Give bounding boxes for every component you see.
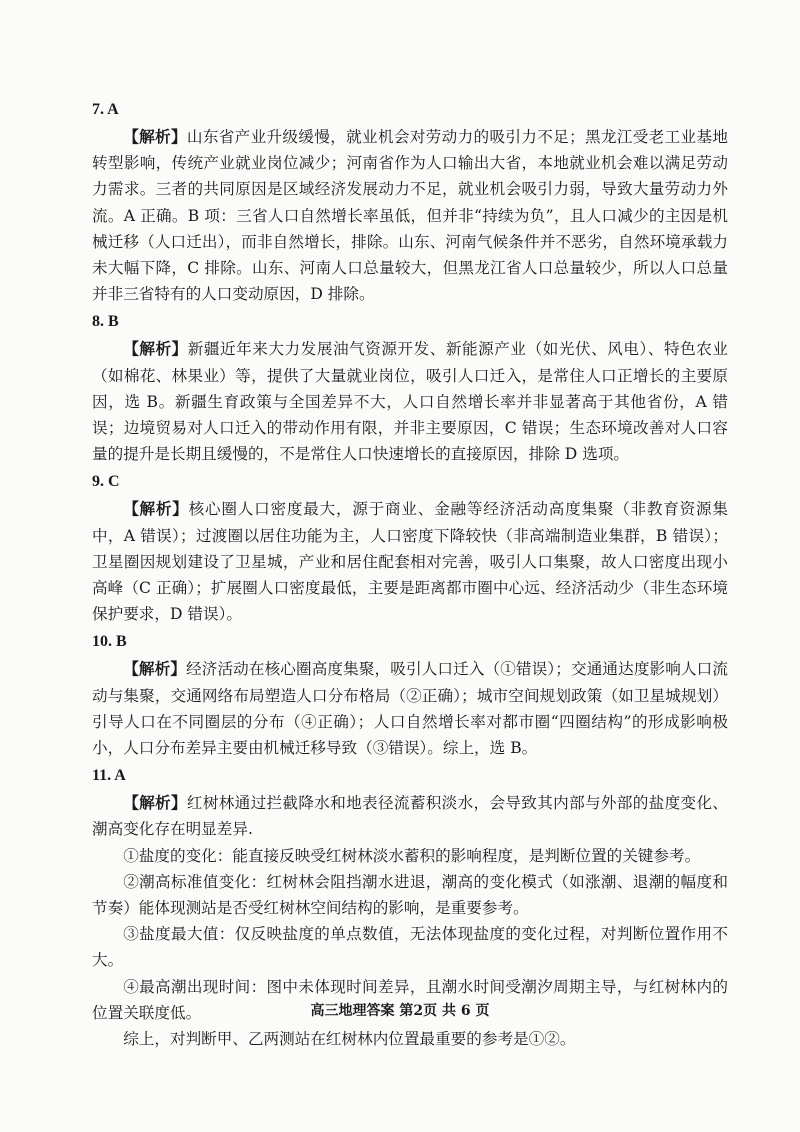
analysis-text: 新疆近年来大力发展油气资源开发、新能源产业（如光伏、风电）、特色农业（如棉花、林果业）等，提供了大量就业岗位，吸引人口迁入，是常住人口正增长的主要原因，选 B。新疆生育政策与全国差异不大，人口自然增长率并非显著高于其他省份，A 错误；边境贸易对人口迁入的带动作用有限，并非主要原因，C 错误；生态环境改善对人口容量的提升是长期且缓慢的，不是常住人口快速增长的直接原因，排除 D 选项。 (92, 340, 728, 464)
analysis-text: 红树林通过拦截降水和地表径流蓄积淡水，会导致其内部与外部的盐度变化、潮高变化存在明显差异. (92, 794, 728, 839)
analysis-paragraph (92, 496, 728, 627)
question-number: 8. B (92, 313, 119, 331)
analysis-paragraph (92, 656, 728, 761)
question-10 (92, 628, 728, 761)
point-paragraph: ③盐度最大值：仅反映盐度的单点数值，无法体现盐度的变化过程，对判断位置作用不大。 (92, 925, 728, 970)
conclusion-paragraph: 综上，对判断甲、乙两测站在红树林内位置最重要的参考是①②。 (123, 1030, 576, 1049)
question-9 (92, 468, 728, 627)
point-paragraph: ④最高潮出现时间：图中未体现时间差异，且潮水时间受潮汐周期主导，与红树林内的位置关联度低。 (92, 977, 728, 1022)
question-number: 10. B (92, 633, 127, 651)
analysis-tag: 【解析】 (123, 499, 189, 519)
question-7 (92, 96, 728, 307)
analysis-paragraph (92, 336, 728, 467)
analysis-text: 核心圈人口密度最大，源于商业、金融等经济活动高度集聚（非教育资源集中，A 错误）；过渡圈以居住功能为主，人口密度下降较快（非高端制造业集群，B 错误）；卫星圈因规划建设了卫星城，产业和居住配套相对完善，吸引人口集聚，故人口密度出现小高峰（C 正确）；扩展圈人口密度最低，主要是距离都市圈中心远、经济活动少（非生态环境保护要求，D 错误）。 (92, 500, 728, 624)
analysis-text: 山东省产业升级缓慢，就业机会对劳动力的吸引力不足；黑龙江受老工业基地转型影响，传统产业就业岗位减少；河南省作为人口输出大省，本地就业机会难以满足劳动力需求。三者的共同原因是区域经济发展动力不足，就业机会吸引力弱，导致大量劳动力外流。A 正确。B 项：三省人口自然增长率虽低，但并非“持续为负”，且人口减少的主因是机械迁移（人口迁出），而非自然增长，排除。山东、河南气候条件并不恶劣，自然环境承载力未大幅下降，C 排除。山东、河南人口总量较大，但黑龙江省人口总量较少，所以人口总量并非三省特有的人口变动原因，D 排除。 (92, 128, 728, 304)
question-number: 11. A (92, 767, 126, 785)
analysis-tag: 【解析】 (123, 659, 187, 679)
analysis-paragraph (92, 790, 728, 842)
question-number: 7. A (92, 101, 119, 118)
point-paragraph: ①盐度的变化：能直接反映受红树林淡水蓄积的影响程度，是判断位置的关键参考。 (123, 846, 701, 865)
analysis-tag: 【解析】 (123, 793, 187, 813)
question-8 (92, 308, 728, 467)
analysis-paragraph (92, 124, 728, 307)
analysis-tag: 【解析】 (123, 339, 188, 359)
analysis-tag: 【解析】 (123, 127, 187, 146)
answer-page (92, 96, 728, 1053)
page-footer: 高三地理答案 第2页 共 6 页 (310, 1003, 490, 1019)
question-number: 9. C (92, 473, 120, 491)
analysis-text: 经济活动在核心圈高度集聚，吸引人口迁入（①错误）；交通通达度影响人口流动与集聚，交通网络布局塑造人口分布格局（②正确）；城市空间规划政策（如卫星城规划）引导人口在不同圈层的分布（④正确）；人口自然增长率对都市圈“四圈结构”的形成影响极小，人口分布差异主要由机械迁移导致（③错误）。综上，选 B。 (92, 660, 728, 758)
point-paragraph: ②潮高标准值变化：红树林会阻挡潮水进退，潮高的变化模式（如涨潮、退潮的幅度和节奏）能体现测站是否受红树林空间结构的影响，是重要参考。 (92, 872, 728, 918)
